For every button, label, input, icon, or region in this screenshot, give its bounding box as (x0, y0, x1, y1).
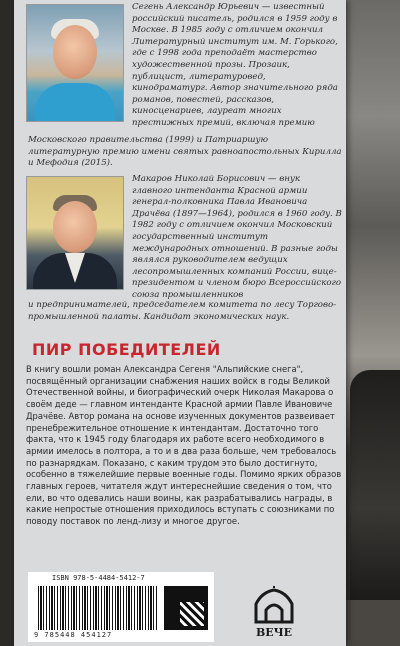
author-bio-segen: Сегень Александр Юрьевич — известный российский писатель, родился в 1959 году в Москве. В 1985 году с отличием окончил Литературный институт им. М. Горького, где с 1998 года преподаёт мастерство художественной прозы. Прозаик, публицист, литературовед, кинодраматург. Автор значительного ряда романов, повестей, рассказов, киносценариев, лауреат многих престижных премий, включая премию (132, 2, 338, 128)
face (53, 201, 97, 253)
author-photo-segen (26, 4, 124, 122)
author-bio-segen-tail: Московского правительства (1999) и Патриаршую литературную премию имени святых равноапостольных Кирилла и Мефодия (2015). (28, 135, 342, 169)
isbn-block (28, 572, 214, 642)
shirt (35, 83, 115, 122)
author-photo-makarov (26, 176, 124, 290)
book-title: ПИР ПОБЕДИТЕЛЕЙ (32, 340, 221, 359)
barcode-icon (38, 586, 158, 630)
book-summary: В книгу вошли роман Александра Сегеня "Альпийские снега", посвящённый организации снабжения наших войск в годы Великой Отечественной войны, и биографический очерк Николая Макарова о своём деде — главном интенданте Красной армии Павле Ивановиче Драчёве. Автор романа на основе изученных документов развеивает пренебрежительное отношение к интендантам. Достаточно того факта, что к 1945 году благодаря их работе всего необходимого в армии имелось в полтора, а то и в два раза больше, чем требовалось по разнарядкам. Показано, с каким трудом это было достигнуто, особенно в тяжелейшие первые военные годы. Помимо ярких образов главных героев, читателя ждут интереснейшие сведения о том, что ели, во что одевались наши воины, как разрабатывались награды, в какие непростые отношения приходилось вступать с союзниками по поводу поставок по ленд-лизу и многое другое. (26, 364, 342, 527)
isbn-number: ISBN 978-5-4484-5412-7 (52, 574, 145, 582)
face (53, 25, 97, 79)
author-bio-makarov: Макаров Николай Борисович — внук главного интенданта Красной армии генерал-полковника Павла Ивановича Драчёва (1897—1964), родился в 1960 году. В 1982 году с отличием окончил Московский государственный институт международных отношений. В разные годы являлся руководителем ведущих лесопромышленных компаний России, вице-президентом и членом бюро Всероссийского союза промышленников (132, 174, 342, 300)
qr-code-icon (164, 586, 208, 630)
barcode-digits: 9 785448 454127 (34, 631, 113, 639)
publisher-logo (250, 586, 298, 642)
background-figure (350, 370, 400, 600)
book-back-cover (14, 0, 346, 646)
publisher-name: ВЕЧЕ (255, 626, 293, 639)
author-bio-makarov-tail: и предпринимателей, председателем комитета по лесу Торгово-промышленной палаты. Кандидат экономических наук. (28, 300, 337, 322)
publisher-logo-icon (250, 586, 298, 626)
